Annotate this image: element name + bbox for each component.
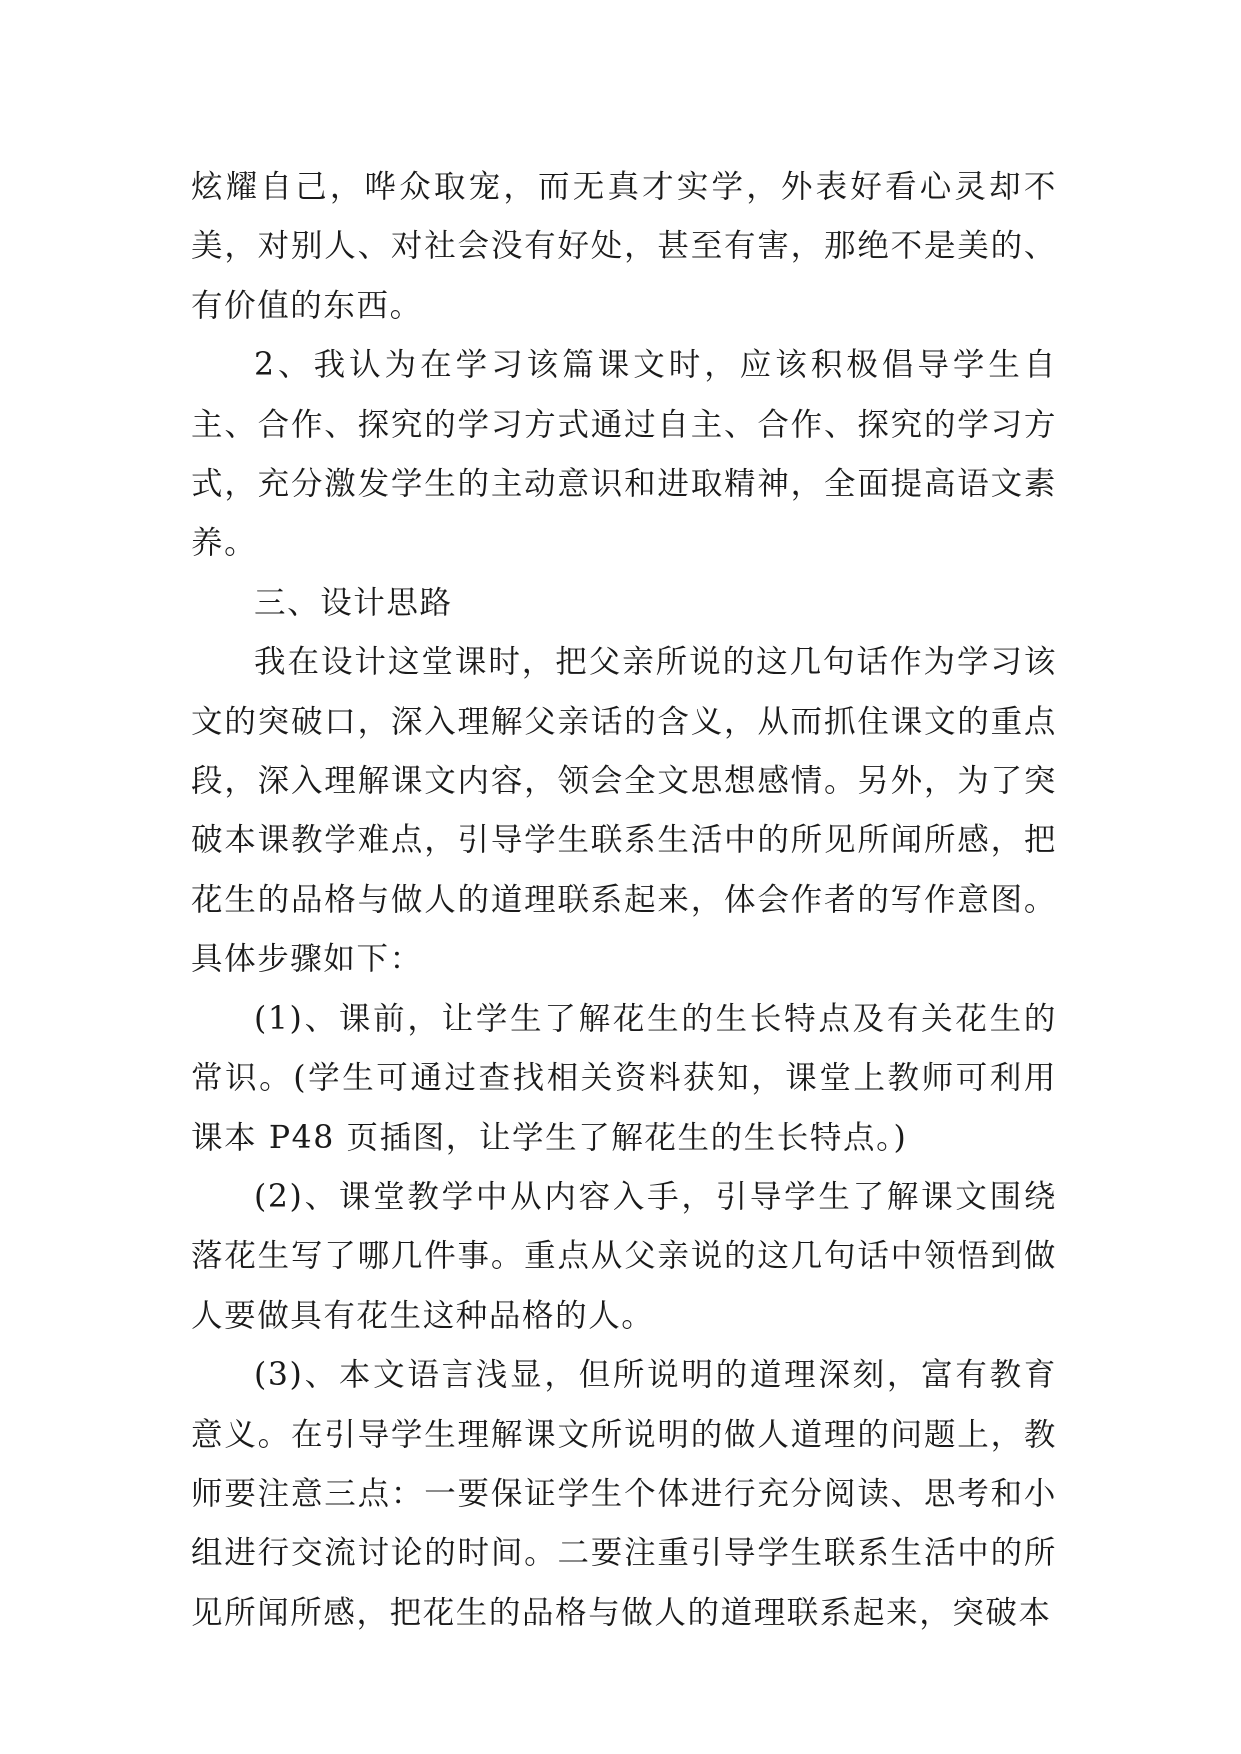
document-body — [191, 158, 1057, 1643]
paragraph-continuation: 炫耀自己，哗众取宠，而无真才实学，外表好看心灵却不美，对别人、对社会没有好处，甚至有害，那绝不是美的、有价值的东西。 — [191, 169, 1057, 324]
paragraph-design-overview: 我在设计这堂课时，把父亲所说的这几句话作为学习该文的突破口，深入理解父亲话的含义，从而抓住课文的重点段，深入理解课文内容，领会全文思想感情。另外，为了突破本课教学难点，引导学生联系生活中的所见所闻所感，把花生的品格与做人的道理联系起来，体会作者的写作意图。具体步骤如下： — [191, 644, 1057, 978]
paragraph-step-1: (1)、课前，让学生了解花生的生长特点及有关花生的常识。(学生可通过查找相关资料获知，课堂上教师可利用课本 P48 页插图，让学生了解花生的生长特点。) — [191, 1000, 1057, 1156]
section-heading-design-idea: 三、设计思路 — [254, 584, 453, 621]
paragraph-step-2: (2)、课堂教学中从内容入手，引导学生了解课文围绕落花生写了哪几件事。重点从父亲说的这几句话中领悟到做人要做具有花生这种品格的人。 — [191, 1178, 1057, 1334]
paragraph-step-3: (3)、本文语言浅显，但所说明的道理深刻，富有教育意义。在引导学生理解课文所说明的做人道理的问题上，教师要注意三点：一要保证学生个体进行充分阅读、思考和小组进行交流讨论的时间。二要注重引导学生联系生活中的所见所闻所感，把花生的品格与做人的道理联系起来，突破本 — [191, 1357, 1057, 1631]
paragraph-learning-approach: 2、我认为在学习该篇课文时，应该积极倡导学生自主、合作、探究的学习方式通过自主、合作、探究的学习方式，充分激发学生的主动意识和进取精神，全面提高语文素养。 — [191, 347, 1057, 562]
